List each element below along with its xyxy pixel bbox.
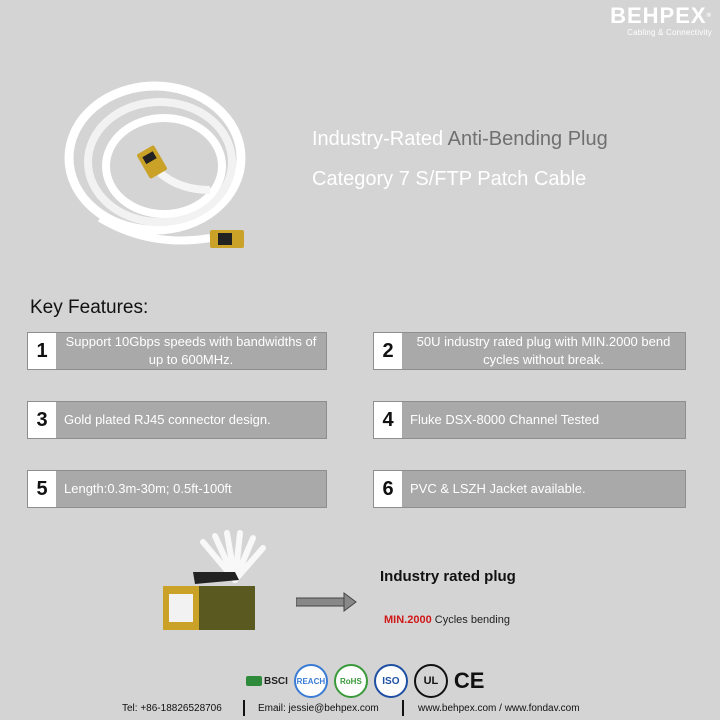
footer-divider	[243, 700, 245, 716]
cable-coil-image	[60, 78, 260, 258]
ul-logo: UL	[414, 664, 448, 698]
feature-number: 5	[28, 471, 56, 507]
bsci-label: BSCI	[264, 675, 288, 687]
feature-text: 50U industry rated plug with MIN.2000 bend cycles without break.	[416, 334, 671, 367]
feature-4	[373, 401, 686, 439]
plug-subtitle	[384, 614, 510, 626]
iso-logo: ISO	[374, 664, 408, 698]
page-title-line1	[312, 128, 608, 151]
bsci-logo	[246, 676, 288, 687]
bsci-icon	[246, 676, 262, 686]
plug-lower-latch	[218, 233, 232, 245]
plug-highlight: MIN.2000	[384, 614, 432, 626]
logo-tagline: Cabling & Connectivity	[627, 28, 712, 37]
key-features-heading: Key Features:	[30, 297, 149, 318]
feature-text: PVC & LSZH Jacket available.	[410, 481, 586, 496]
title-part1: Industry-Rated	[312, 128, 448, 150]
plug-title: Industry rated plug	[380, 568, 516, 585]
footer-tel: Tel: +86-18826528706	[122, 703, 222, 714]
feature-5	[27, 470, 327, 508]
feature-number: 6	[374, 471, 402, 507]
footer-divider	[402, 700, 404, 716]
feature-3	[27, 401, 327, 439]
footer-email: Email: jessie@behpex.com	[258, 703, 379, 714]
title-part2: Anti-Bending Plug	[447, 128, 608, 150]
plug-contacts	[169, 594, 193, 622]
ce-logo: CE	[453, 668, 485, 693]
feature-number: 4	[374, 402, 402, 438]
feature-text: Gold plated RJ45 connector design.	[64, 412, 271, 427]
feature-6	[373, 470, 686, 508]
page-title-line2: Category 7 S/FTP Patch Cable	[312, 168, 587, 190]
logo-text: BEHPEX	[610, 3, 707, 28]
feature-number: 1	[28, 333, 56, 369]
feature-1	[27, 332, 327, 370]
feature-text: Length:0.3m-30m; 0.5ft-100ft	[64, 481, 232, 496]
feature-number: 3	[28, 402, 56, 438]
reach-logo: REACH	[294, 664, 328, 698]
plug-bending-image	[155, 528, 275, 638]
feature-text: Fluke DSX-8000 Channel Tested	[410, 412, 600, 427]
registered-mark: ®	[706, 13, 712, 19]
arrow-icon	[296, 592, 358, 612]
feature-2	[373, 332, 686, 370]
brand-logo	[610, 4, 712, 38]
plug-subtitle-rest: Cycles bending	[431, 614, 510, 626]
footer-web[interactable]: www.behpex.com / www.fondav.com	[418, 703, 580, 714]
rohs-logo: RoHS	[334, 664, 368, 698]
plug-latch	[193, 572, 239, 584]
feature-text: Support 10Gbps speeds with bandwidths of up to 600MHz.	[65, 334, 317, 367]
feature-number: 2	[374, 333, 402, 369]
cable-tail-upper	[160, 173, 210, 190]
certification-row	[246, 664, 484, 698]
